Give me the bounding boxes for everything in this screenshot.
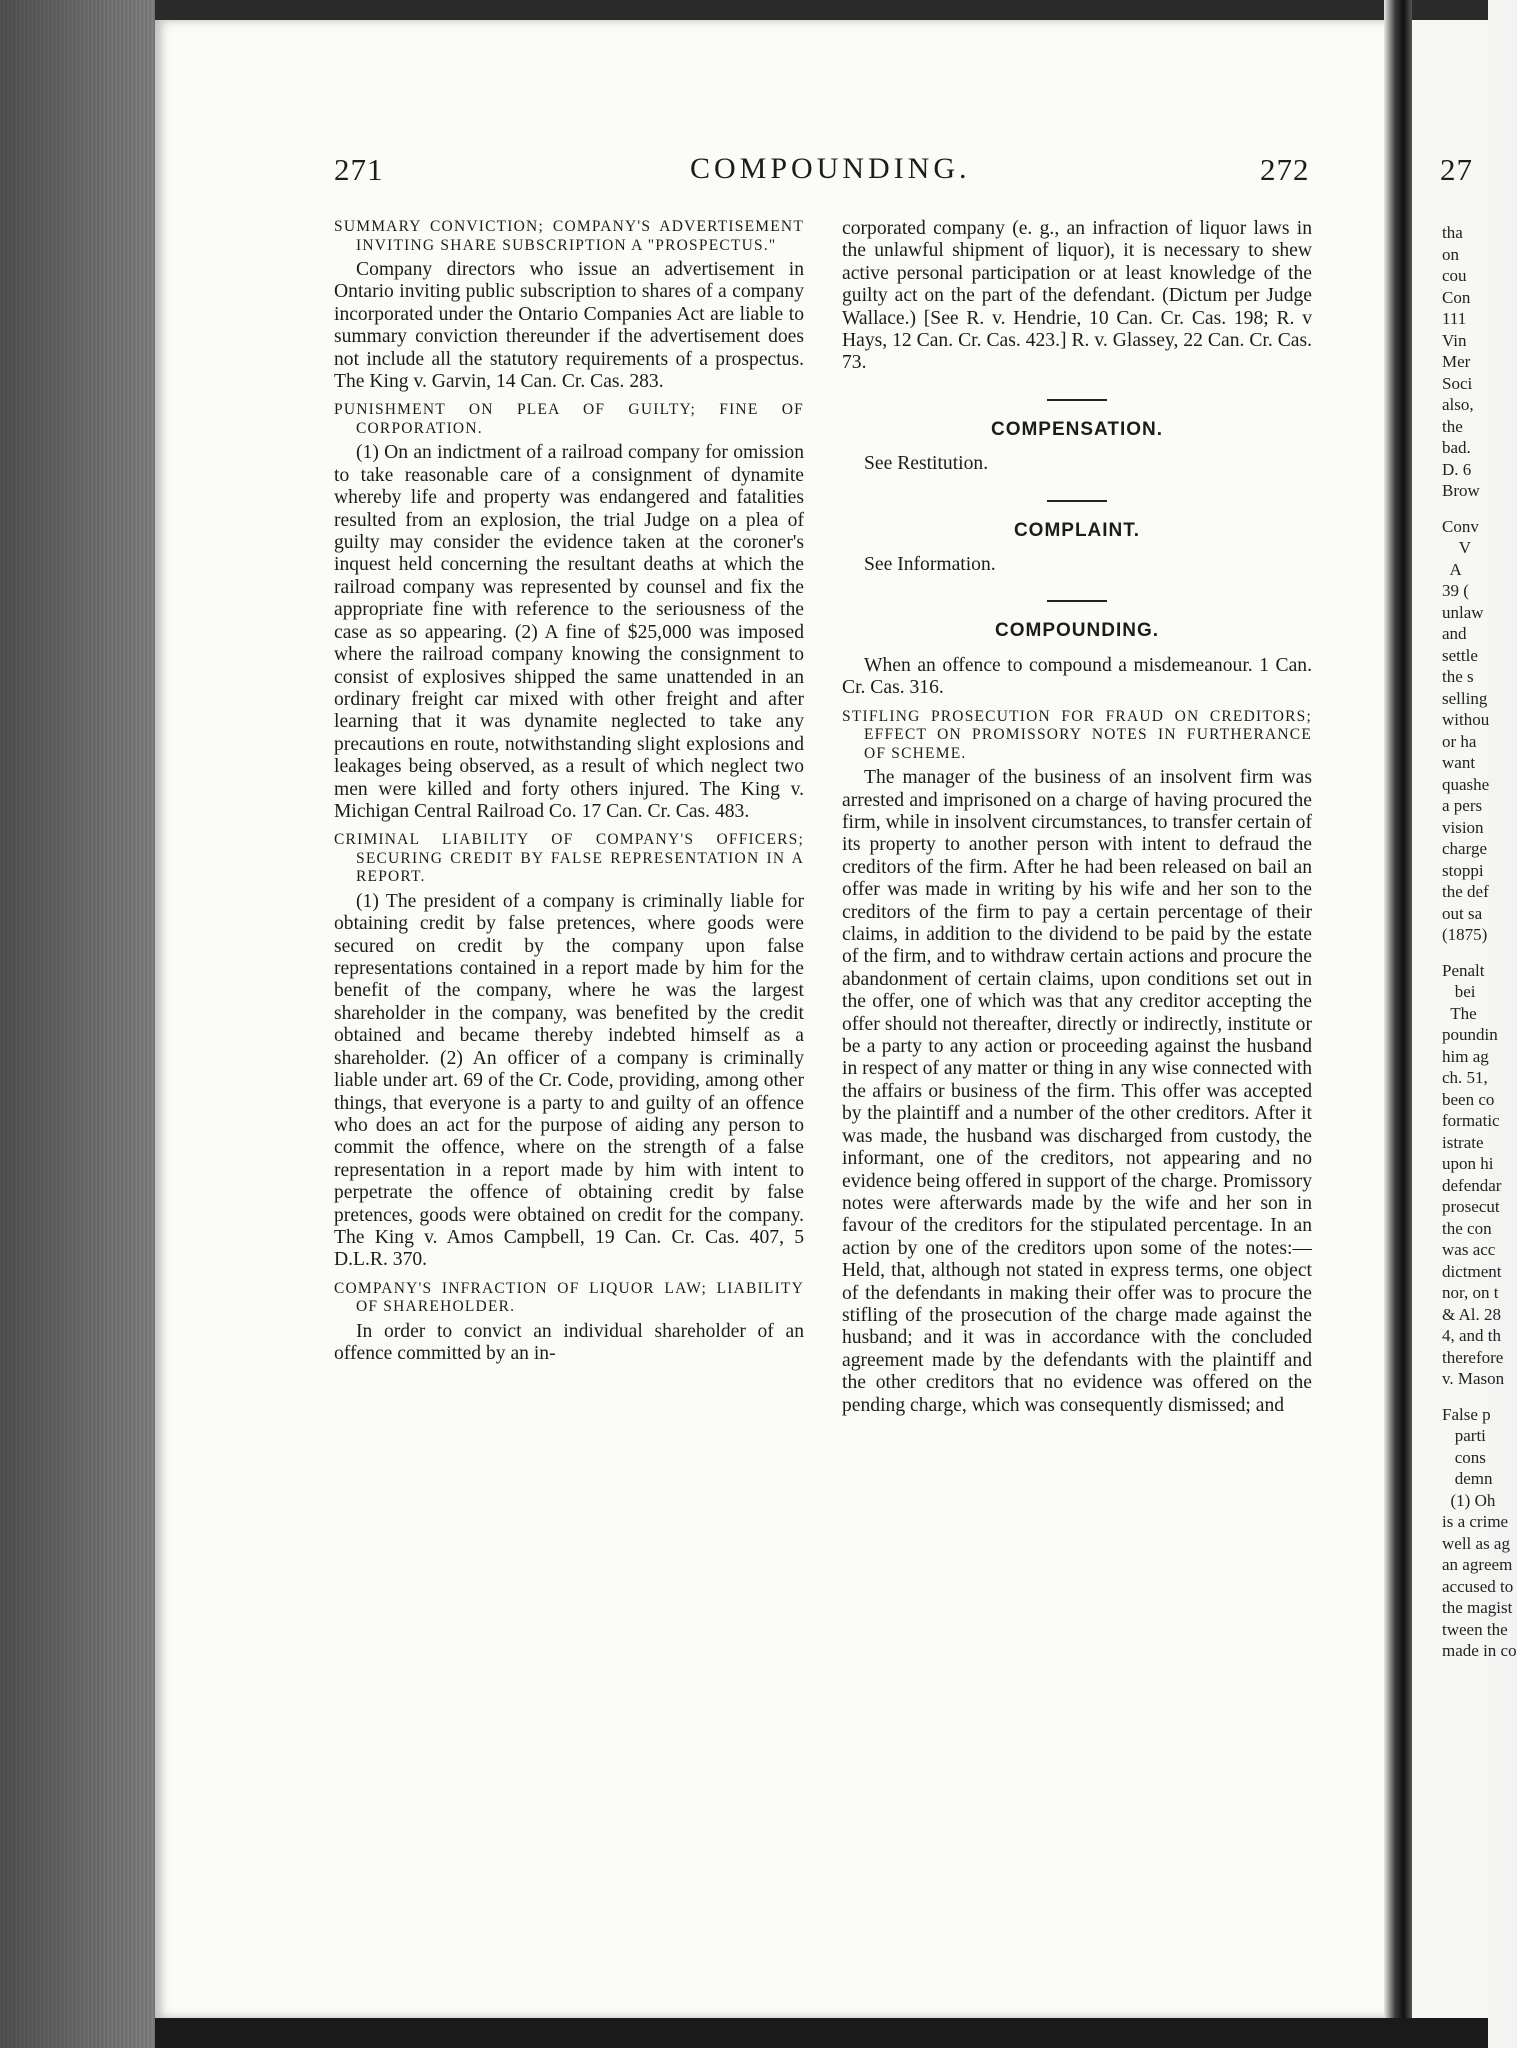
adjacent-page-fragment: D. 6	[1442, 459, 1472, 479]
adjacent-page-number: 27	[1440, 152, 1473, 187]
paragraph: Company directors who issue an advertisement in Ontario inviting public subscription to shares of a company incorporated under the Ontario Companies Act are liable to summary conviction thereunder if the advertisement does not include all the statutory requirements of a prospectus. The King v. Garvin, 14 Can. Cr. Cas. 283.	[334, 259, 804, 393]
adjacent-page-fragment: on	[1442, 244, 1459, 264]
adjacent-page-fragment: poundin	[1442, 1025, 1498, 1044]
adjacent-page-fragment: out sa	[1442, 903, 1483, 923]
right-column	[842, 218, 1312, 1417]
adjacent-page-fragment: 39 (	[1442, 581, 1469, 600]
adjacent-page-fragment: the def	[1442, 882, 1489, 901]
adjacent-page-fragment: (1) Oh	[1442, 1490, 1496, 1510]
entry-title-complaint: COMPLAINT.	[1013, 519, 1141, 541]
adjacent-page-fragment: bad.	[1442, 438, 1471, 457]
adjacent-page-fragment: defendar	[1442, 1175, 1502, 1195]
adjacent-page-fragment: Conv	[1442, 516, 1479, 536]
adjacent-page-fragment: therefore	[1442, 1347, 1504, 1367]
adjacent-page-fragment: accused to	[1442, 1576, 1514, 1596]
adjacent-page-fragment: False p	[1442, 1404, 1491, 1424]
paragraph: When an offence to compound a misdemeanour. 1 Can. Cr. Cas. 316.	[842, 654, 1312, 699]
adjacent-page-fragment: an agreem	[1442, 1555, 1513, 1574]
adjacent-page-fragment: prosecut	[1442, 1197, 1500, 1216]
adjacent-page-fragment: settle	[1442, 645, 1478, 665]
adjacent-page-fragment: vision	[1442, 817, 1484, 837]
adjacent-page-fragment: want	[1442, 753, 1476, 772]
adjacent-page-fragment: cou	[1442, 266, 1467, 285]
adjacent-page-fragment: the	[1442, 416, 1463, 436]
section-heading: COMPANY'S INFRACTION OF LIQUOR LAW; LIABILITY OF SHAREHOLDER.	[334, 1279, 804, 1316]
running-title: COMPOUNDING.	[690, 152, 971, 185]
paragraph: The manager of the business of an insolvent firm was arrested and imprisoned on a charge of having procured the firm, while in insolvent circumstances, to transfer certain of its property to another person with intent to defraud the creditors of the firm. After he had been released on bail an offer was made in writing by his wife and her son to the creditors of the firm to pay a certain percentage of their claims, in addition to the dividend to be paid by the estate of the firm, and to withdraw certain actions and procure the abandonment of certain claims, upon conditions set out in the offer, one of which was that any creditor accepting the offer should not thereafter, directly or indirectly, institute or be a party to any action or proceeding against the husband in respect of any matter or thing in any wise connected with the affairs or business of the firm. This offer was accepted by the plaintiff and a number of the other creditors. After it was made, the husband was discharged from custody, the informant, one of the creditors, not appearing and no evidence being offered in support of the charge. Promissory notes were afterwards made by the wife and her son in favour of the creditors for the stipulated percentage. In an action by one of the creditors upon some of the notes:—Held, that, although not stated in express terms, one object of the defendants in making their offer was to procure the stifling of the prosecution of the charge made against the husband; and it was in accordance with the concluded agreement made by the defendants with the plaintiff and the other creditors that no evidence was offered on the pending charge, which was consequently dismissed; and	[842, 767, 1312, 1416]
adjacent-page-fragment: 4, and th	[1442, 1326, 1502, 1345]
adjacent-page-fragment: A	[1442, 559, 1462, 579]
left-column	[334, 218, 804, 1366]
adjacent-page-fragment: or ha	[1442, 731, 1477, 751]
adjacent-page-fragment: is a crime	[1442, 1512, 1509, 1531]
adjacent-page-fragment: nor, on t	[1442, 1283, 1499, 1302]
adjacent-page-fragment: been co	[1442, 1089, 1495, 1109]
adjacent-page-fragment: well as ag	[1442, 1533, 1510, 1553]
adjacent-page-fragment: V	[1442, 538, 1471, 557]
page-number-left: 271	[334, 152, 384, 187]
adjacent-page-fragment: withou	[1442, 710, 1490, 729]
paragraph: In order to convict an individual shareholder of an offence committed by an in-	[334, 1320, 804, 1365]
adjacent-page-fragment: charge	[1442, 839, 1487, 858]
adjacent-page-fragment: bei	[1442, 982, 1476, 1001]
section-heading: PUNISHMENT ON PLEA OF GUILTY; FINE OF CORPORATION.	[334, 401, 804, 437]
adjacent-page-fragment: the magist	[1442, 1598, 1513, 1617]
adjacent-page-fragment: istrate	[1442, 1132, 1484, 1152]
adjacent-page-fragment: also,	[1442, 395, 1474, 414]
adjacent-page-fragment: Con	[1442, 287, 1471, 307]
adjacent-page-fragment: Soci	[1442, 373, 1473, 393]
section-heading: STIFLING PROSECUTION FOR FRAUD ON CREDITORS; EFFECT ON PROMISSORY NOTES IN FURTHERANCE OF SCHEME.	[842, 707, 1312, 762]
adjacent-page-fragment: v. Mason	[1442, 1369, 1505, 1388]
adjacent-page-fragment: the s	[1442, 667, 1474, 686]
adjacent-page-fragment: a pers	[1442, 796, 1483, 815]
entry-title-compensation: COMPENSATION.	[990, 418, 1164, 440]
adjacent-page-fragment: tween the	[1442, 1619, 1508, 1639]
adjacent-page-fragment: was acc	[1442, 1240, 1496, 1259]
adjacent-page-fragment: stoppi	[1442, 860, 1484, 880]
entry-title-compounding: COMPOUNDING.	[995, 620, 1159, 642]
book-gutter	[1384, 0, 1412, 2048]
adjacent-page-fragment: formatic	[1442, 1111, 1500, 1130]
section-divider	[1047, 500, 1107, 502]
adjacent-page-fragment: & Al. 28	[1442, 1304, 1502, 1324]
adjacent-page-fragment: him ag	[1442, 1046, 1489, 1066]
cross-reference: See Information.	[864, 554, 996, 576]
scan-top-edge	[155, 0, 1488, 20]
paragraph: (1) The president of a company is criminally liable for obtaining credit by false pretences, where goods were secured on credit by the company upon false representations contained in a report made by him for the benefit of the company, where he was the largest shareholder in the company, was benefited by the credit obtained and became thereby indebted himself as a shareholder. (2) An officer of a company is criminally liable under art. 69 of the Cr. Code, providing, among other things, that everyone is a party to and guilty of an offence who does an act for the purpose of aiding any person to commit the offence, where on the strength of a false representation in a report made by him with intent to perpetrate the offence of obtaining credit by false pretences, goods were obtained on credit for the company. The King v. Amos Campbell, 19 Can. Cr. Cas. 407, 5 D.L.R. 370.	[334, 890, 804, 1271]
adjacent-page-fragment: upon hi	[1442, 1154, 1494, 1173]
adjacent-page-fragment: quashe	[1442, 774, 1490, 794]
section-heading: SUMMARY CONVICTION; COMPANY'S ADVERTISEMENT INVITING SHARE SUBSCRIPTION A "PROSPECTUS."	[334, 218, 804, 254]
adjacent-page-fragment: Vin	[1442, 330, 1467, 350]
section-divider	[1047, 399, 1107, 401]
adjacent-page-fragment: Penalt	[1442, 960, 1485, 980]
adjacent-page-fragment: selling	[1442, 688, 1488, 708]
page-number-right: 272	[1260, 152, 1310, 187]
adjacent-page-fragment: 111	[1442, 309, 1467, 328]
scan-bottom-edge	[155, 2018, 1488, 2048]
adjacent-page-fragment: dictment	[1442, 1261, 1502, 1281]
cross-reference: See Restitution.	[864, 453, 989, 475]
adjacent-page-fragment: tha	[1442, 223, 1463, 242]
adjacent-page-fragment: demn	[1442, 1469, 1493, 1488]
adjacent-page-fragment: Brow	[1442, 481, 1480, 500]
adjacent-page-fragment: Mer	[1442, 352, 1471, 371]
adjacent-page-fragment: The	[1442, 1003, 1477, 1023]
continued-paragraph: corporated company (e. g., an infraction of liquor laws in the unlawful shipment of liquor), it is necessary to shew active personal participation or at least knowledge of the guilty act on the part of the defendant. (Dictum per Judge Wallace.) [See R. v. Hendrie, 10 Can. Cr. Cas. 198; R. v Hays, 12 Can. Cr. Cas. 423.] R. v. Glassey, 22 Can. Cr. Cas. 73.	[842, 218, 1312, 374]
adjacent-page-fragment: (1875)	[1442, 925, 1488, 944]
adjacent-page-fragment: unlaw	[1442, 602, 1484, 622]
adjacent-page-fragment: made in co	[1442, 1641, 1517, 1660]
book-page-edges	[0, 0, 155, 2048]
adjacent-page-fragment: the con	[1442, 1218, 1492, 1238]
adjacent-page-fragment: and	[1442, 624, 1467, 643]
section-heading: CRIMINAL LIABILITY OF COMPANY'S OFFICERS; SECURING CREDIT BY FALSE REPRESENTATION IN A REPORT.	[334, 831, 804, 886]
paragraph: (1) On an indictment of a railroad company for omission to take reasonable care of a consignment of dynamite whereby life and property was endangered and fatalities resulted from an explosion, the trial Judge on a plea of guilty may consider the evidence taken at the coroner's inquest held concerning the resultant deaths at which the railroad company was represented by counsel and fix the appropriate fine with reference to the seriousness of the case as so appearing. (2) A fine of $25,000 was imposed where the railroad company knowing the consignment to consist of explosives shipped the same unattended in an ordinary freight car mixed with other freight and after learning that it was dynamite neglected to take any precautions en route, notwithstanding slight explosions and leakages being observed, as a result of which neglect two men were killed and forty others injured. The King v. Michigan Central Railroad Co. 17 Can. Cr. Cas. 483.	[334, 442, 804, 822]
section-divider	[1047, 600, 1107, 602]
adjacent-page-fragment: ch. 51,	[1442, 1068, 1488, 1087]
adjacent-page-fragment: parti	[1442, 1426, 1486, 1445]
adjacent-page-fragment: cons	[1442, 1447, 1486, 1467]
